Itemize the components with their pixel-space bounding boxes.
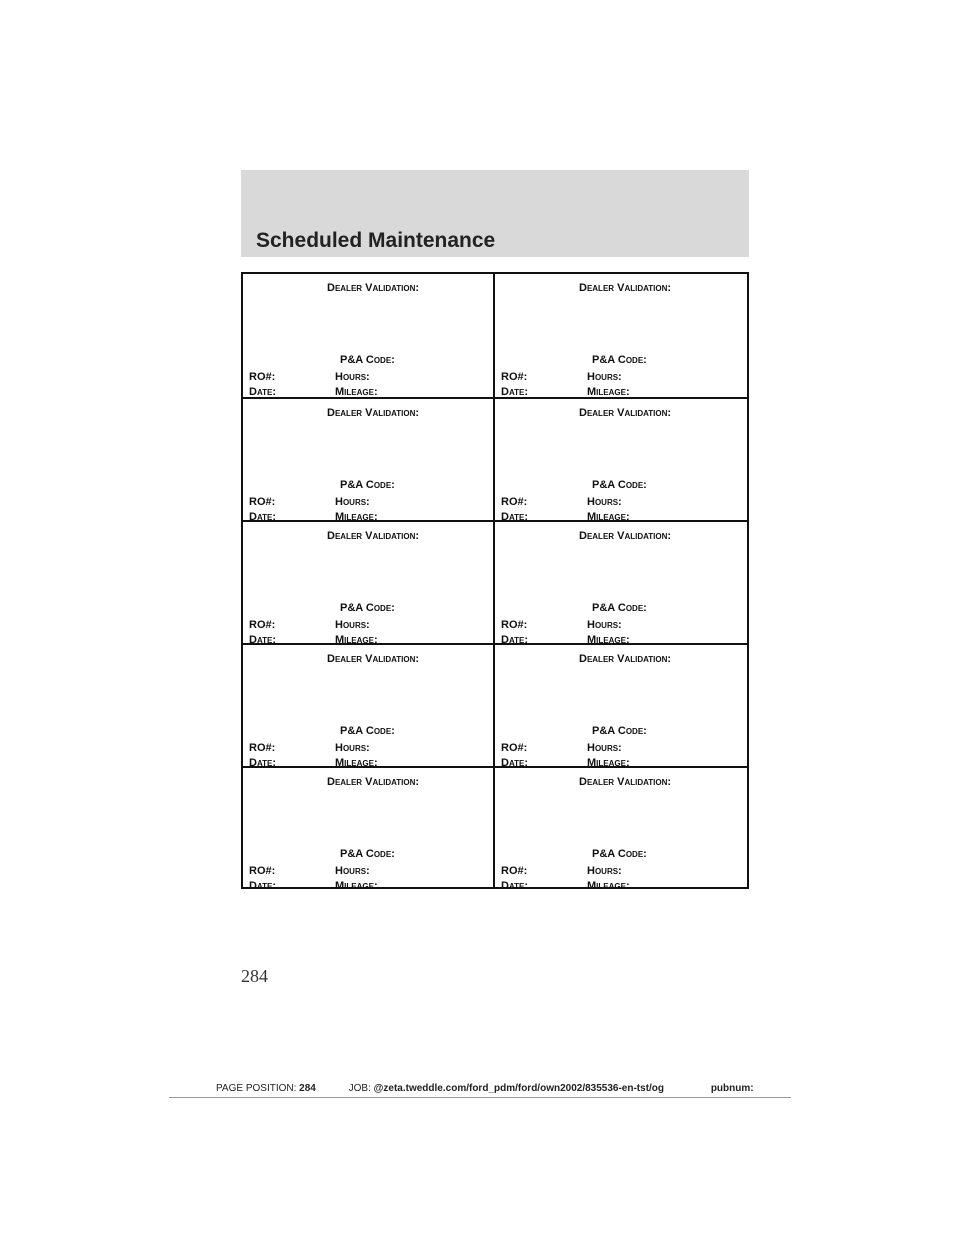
- mileage-label: Mileage:: [335, 757, 378, 769]
- hours-label: Hours:: [335, 496, 370, 508]
- mileage-label: Mileage:: [335, 880, 378, 892]
- pa-code-label: P&A Code:: [340, 848, 395, 860]
- job-label: JOB:: [348, 1083, 371, 1094]
- validation-cell: [495, 274, 747, 397]
- pubnum-label: pubnum:: [710, 1083, 754, 1094]
- hours-label: Hours:: [587, 496, 622, 508]
- mileage-label: Mileage:: [587, 386, 630, 398]
- validation-row: [243, 766, 747, 892]
- dealer-validation-label: Dealer Validation:: [579, 530, 672, 542]
- validation-cell: [243, 768, 495, 892]
- hours-label: Hours:: [587, 371, 622, 383]
- date-label: Date:: [501, 880, 529, 892]
- dealer-validation-label: Dealer Validation:: [579, 282, 672, 294]
- pa-code-label: P&A Code:: [340, 479, 395, 491]
- ro-label: RO#:: [249, 865, 276, 877]
- validation-cell: [243, 522, 495, 646]
- hours-label: Hours:: [335, 865, 370, 877]
- dealer-validation-label: Dealer Validation:: [579, 653, 672, 665]
- hours-label: Hours:: [587, 619, 622, 631]
- dealer-validation-label: Dealer Validation:: [327, 776, 420, 788]
- pa-code-label: P&A Code:: [592, 725, 647, 737]
- section-header-band: [241, 170, 749, 257]
- hours-label: Hours:: [587, 865, 622, 877]
- hours-label: Hours:: [335, 742, 370, 754]
- dealer-validation-label: Dealer Validation:: [327, 653, 420, 665]
- date-label: Date:: [501, 634, 529, 646]
- validation-cell: [495, 645, 747, 769]
- ro-label: RO#:: [501, 496, 528, 508]
- mileage-label: Mileage:: [587, 634, 630, 646]
- date-label: Date:: [501, 386, 529, 398]
- ro-label: RO#:: [249, 496, 276, 508]
- pa-code-label: P&A Code:: [592, 479, 647, 491]
- pa-code-label: P&A Code:: [340, 725, 395, 737]
- pa-code-label: P&A Code:: [592, 848, 647, 860]
- hours-label: Hours:: [587, 742, 622, 754]
- mileage-label: Mileage:: [335, 511, 378, 523]
- date-label: Date:: [249, 634, 277, 646]
- ro-label: RO#:: [249, 742, 276, 754]
- validation-cell: [495, 399, 747, 523]
- date-label: Date:: [501, 757, 529, 769]
- mileage-label: Mileage:: [587, 880, 630, 892]
- page-number: 284: [241, 966, 268, 986]
- validation-row: [243, 397, 747, 523]
- footer-divider: [169, 1097, 791, 1098]
- ro-label: RO#:: [501, 371, 528, 383]
- pa-code-label: P&A Code:: [592, 602, 647, 614]
- page-position-value: 284: [299, 1083, 316, 1094]
- job-value: @zeta.tweddle.com/ford_pdm/ford/own2002/835536-en-tst/og: [373, 1083, 665, 1094]
- mileage-label: Mileage:: [587, 511, 630, 523]
- print-footer: [216, 1083, 754, 1094]
- mileage-label: Mileage:: [335, 634, 378, 646]
- date-label: Date:: [249, 757, 277, 769]
- date-label: Date:: [249, 880, 277, 892]
- dealer-validation-label: Dealer Validation:: [327, 282, 420, 294]
- date-label: Date:: [501, 511, 529, 523]
- validation-row: [243, 643, 747, 769]
- pa-code-label: P&A Code:: [340, 354, 395, 366]
- dealer-validation-label: Dealer Validation:: [327, 407, 420, 419]
- pa-code-label: P&A Code:: [592, 354, 647, 366]
- ro-label: RO#:: [501, 742, 528, 754]
- hours-label: Hours:: [335, 371, 370, 383]
- section-title: Scheduled Maintenance: [256, 229, 496, 252]
- dealer-validation-label: Dealer Validation:: [579, 776, 672, 788]
- dealer-validation-label: Dealer Validation:: [327, 530, 420, 542]
- mileage-label: Mileage:: [587, 757, 630, 769]
- validation-cell: [243, 399, 495, 523]
- ro-label: RO#:: [501, 619, 528, 631]
- validation-row: [243, 274, 747, 397]
- page-position-label: PAGE POSITION:: [216, 1083, 297, 1094]
- hours-label: Hours:: [335, 619, 370, 631]
- mileage-label: Mileage:: [335, 386, 378, 398]
- ro-label: RO#:: [249, 619, 276, 631]
- dealer-validation-label: Dealer Validation:: [579, 407, 672, 419]
- pa-code-label: P&A Code:: [340, 602, 395, 614]
- ro-label: RO#:: [249, 371, 276, 383]
- validation-grid: [241, 272, 749, 892]
- validation-cell: [495, 522, 747, 646]
- validation-cell: [495, 768, 747, 892]
- validation-row: [243, 520, 747, 646]
- date-label: Date:: [249, 511, 277, 523]
- validation-cell: [243, 274, 495, 397]
- validation-cell: [243, 645, 495, 769]
- ro-label: RO#:: [501, 865, 528, 877]
- date-label: Date:: [249, 386, 277, 398]
